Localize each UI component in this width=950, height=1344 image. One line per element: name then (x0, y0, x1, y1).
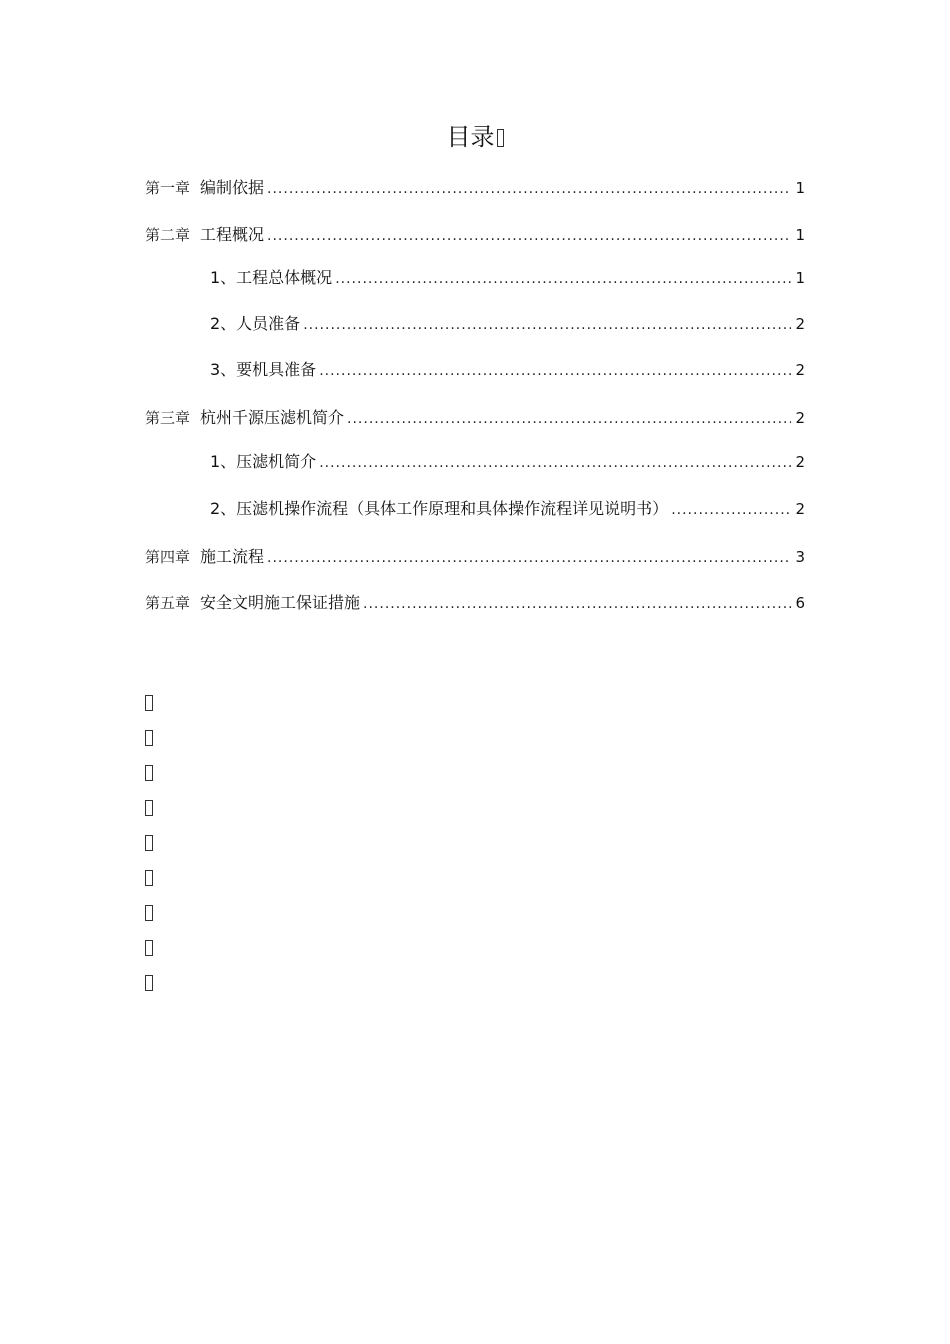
entry-title: 1、压滤机简介 (210, 452, 317, 471)
page-number: 2 (795, 409, 805, 427)
page-number: 1 (795, 226, 805, 244)
entry-title: 杭州千源压滤机简介 (200, 408, 345, 427)
dot-leader (319, 451, 791, 475)
toc-entry-section-2-3[interactable] (210, 358, 805, 383)
entry-title: 施工流程 (200, 547, 265, 566)
entry-title: 安全文明施工保证措施 (200, 593, 361, 612)
toc-entry-chapter-5[interactable] (145, 591, 805, 616)
paragraph-mark-icon (145, 730, 153, 746)
toc-entry-chapter-1[interactable] (145, 176, 805, 201)
toc-entry-chapter-2[interactable] (145, 223, 805, 248)
paragraph-mark-icon (145, 765, 153, 781)
entry-title: 1、工程总体概况 (210, 268, 333, 287)
entry-title: 工程概况 (200, 225, 265, 244)
dot-leader (347, 407, 791, 431)
paragraph-mark-icon (145, 835, 153, 851)
toc-title-text: 目录 (446, 123, 495, 151)
entry-title: 3、要机具准备 (210, 360, 317, 379)
chapter-label: 第一章 (145, 179, 191, 197)
dot-leader (319, 359, 791, 383)
page-number: 3 (795, 548, 805, 566)
entry-title: 2、压滤机操作流程（具体工作原理和具体操作流程详见说明书） (210, 499, 669, 518)
toc-entry-section-3-2[interactable] (210, 497, 805, 522)
toc-entry-chapter-3[interactable] (145, 406, 805, 431)
toc-entry-section-2-2[interactable] (210, 312, 805, 337)
chapter-label: 第三章 (145, 409, 191, 427)
dot-leader (363, 592, 791, 616)
toc-entry-chapter-4[interactable] (145, 545, 805, 570)
paragraph-mark-icon (145, 940, 153, 956)
dot-leader (303, 313, 791, 337)
page-number: 2 (795, 500, 805, 518)
page-number: 1 (795, 269, 805, 287)
paragraph-mark-icon (145, 800, 153, 816)
paragraph-mark-icon (145, 905, 153, 921)
paragraph-mark-icon (497, 129, 504, 147)
toc-title (0, 120, 950, 154)
paragraph-mark-icon (145, 870, 153, 886)
chapter-label: 第四章 (145, 548, 191, 566)
entry-title: 2、人员准备 (210, 314, 301, 333)
page-number: 2 (795, 453, 805, 471)
toc-entry-section-3-1[interactable] (210, 450, 805, 475)
paragraph-mark-icon (145, 975, 153, 991)
page-number: 2 (795, 315, 805, 333)
chapter-label: 第五章 (145, 594, 191, 612)
page-number: 2 (795, 361, 805, 379)
dot-leader (267, 177, 791, 201)
dot-leader (267, 546, 791, 570)
page-number: 6 (795, 594, 805, 612)
paragraph-mark-icon (145, 695, 153, 711)
chapter-label: 第二章 (145, 226, 191, 244)
page-number: 1 (795, 179, 805, 197)
empty-paragraphs (145, 695, 153, 1010)
dot-leader (335, 267, 791, 291)
dot-leader (671, 498, 791, 522)
entry-title: 编制依据 (200, 178, 265, 197)
toc-entry-section-2-1[interactable] (210, 266, 805, 291)
dot-leader (267, 224, 791, 248)
